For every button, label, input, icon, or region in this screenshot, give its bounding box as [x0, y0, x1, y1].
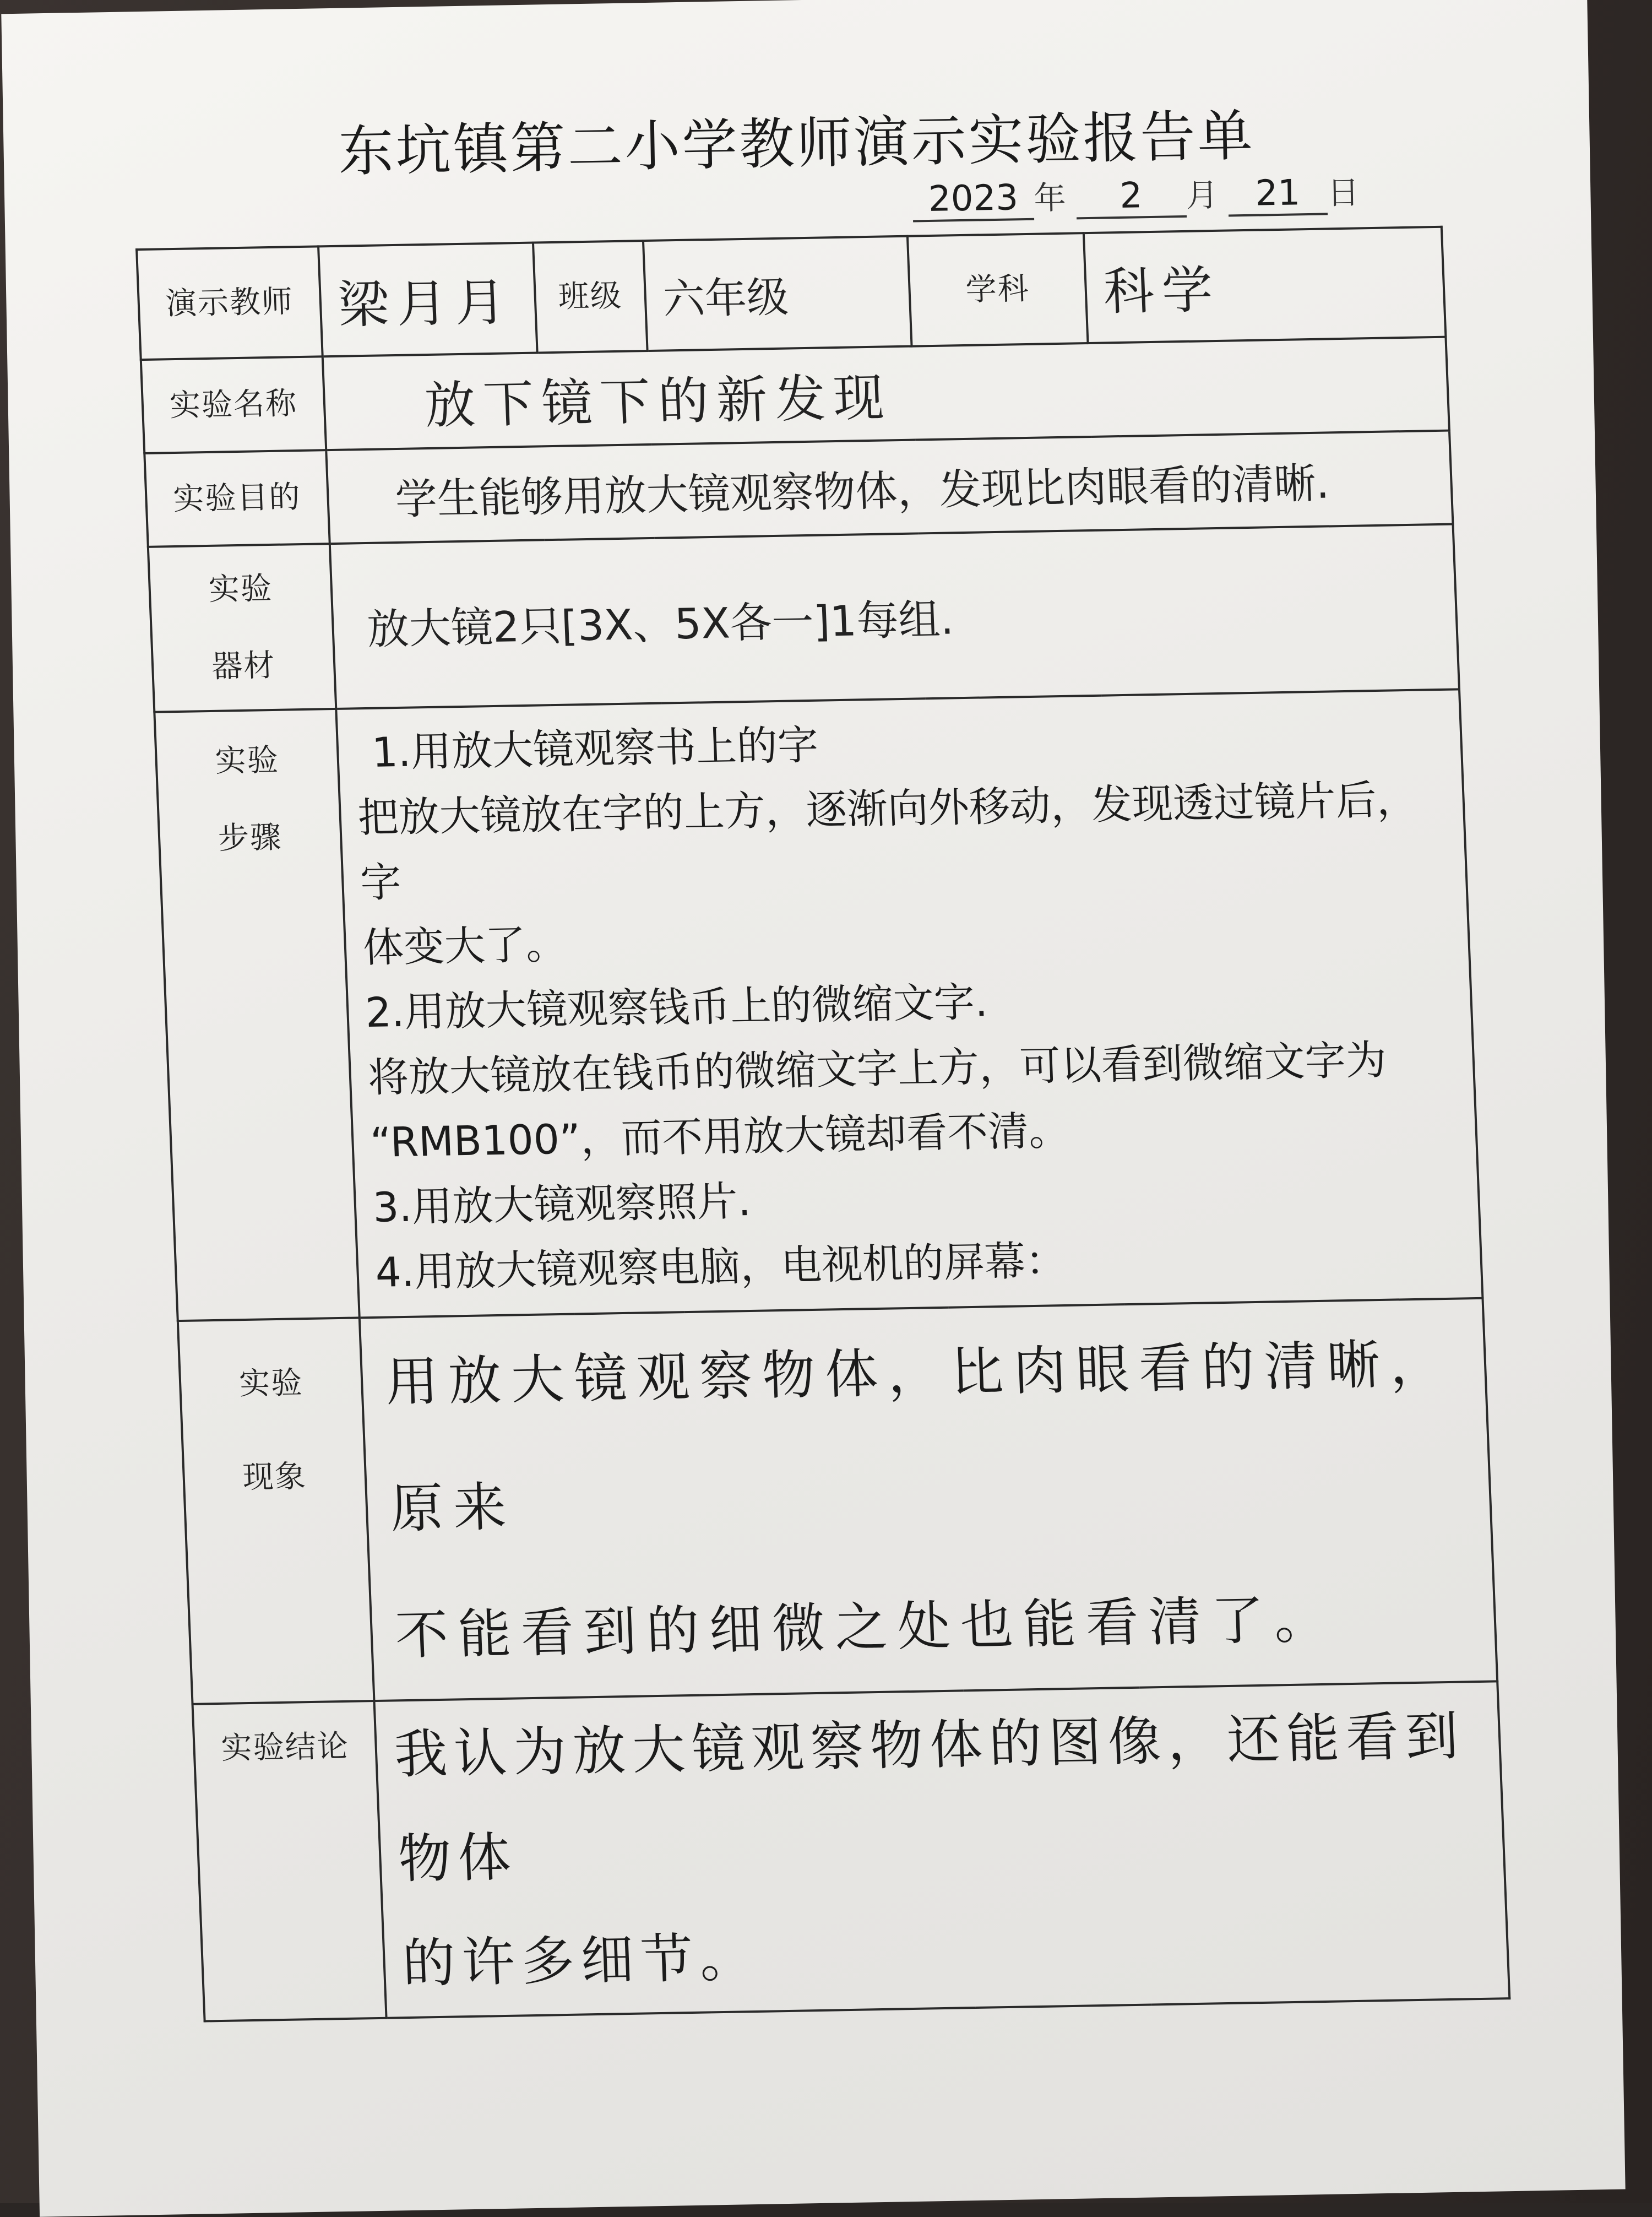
subject-label: 学科 [907, 233, 1088, 346]
class-label: 班级 [533, 241, 648, 353]
conclusion-row [193, 1681, 1510, 2021]
phenomenon-value [360, 1298, 1497, 1701]
materials-label-line1: 实验 [208, 570, 274, 608]
report-sheet [1, 0, 1625, 2217]
steps-label-line2: 步骤 [217, 819, 283, 857]
step-line: 将放大镜放在钱币的微缩文字上方，可以看到微缩文字为 [367, 1036, 1388, 1102]
materials-value: 放大镜2只[3X、5X各一]1每组. [330, 524, 1459, 709]
purpose-label: 实验目的 [144, 450, 329, 547]
materials-label-line2: 器材 [210, 647, 276, 685]
teacher-value: 梁月月 [318, 243, 537, 357]
steps-label-line1: 实验 [214, 742, 280, 779]
experiment-name-label: 实验名称 [141, 356, 326, 453]
materials-row [148, 524, 1459, 712]
step-line: 4.用放大镜观察电脑，电视机的屏幕： [374, 1237, 1067, 1297]
conclusion-value [374, 1681, 1509, 2018]
step-line: 2.用放大镜观察钱币上的微缩文字. [364, 978, 989, 1037]
step-line: “RMB100”，而不用放大镜却看不清。 [369, 1107, 1070, 1167]
date-line [912, 166, 1360, 222]
teacher-label: 演示教师 [137, 246, 323, 360]
phenomenon-line: 用放大镜观察物体，比肉眼看的清晰，原来 [384, 1332, 1454, 1540]
step-line: 1.用放大镜观察书上的字 [371, 721, 819, 777]
conclusion-line: 我认为放大镜观察物体的图像，还能看到物体 [393, 1705, 1466, 1890]
step-line: 把放大镜放在字的上方，逐渐向外移动，发现透过镜片后，字 [357, 776, 1419, 907]
steps-row [154, 689, 1482, 1321]
experiment-name-value: 放下镜下的新发现 [323, 337, 1449, 451]
header-row [137, 227, 1446, 360]
step-line: 3.用放大镜观察照片. [372, 1177, 752, 1232]
date-day-label: 日 [1327, 174, 1360, 212]
purpose-value: 学生能够用放大镜观察物体，发现比肉眼看的清晰. [326, 431, 1453, 544]
steps-label [154, 709, 359, 1321]
date-day: 21 [1228, 172, 1328, 216]
conclusion-line: 的许多细节。 [401, 1926, 760, 1995]
date-month: 2 [1075, 175, 1186, 219]
conclusion-label: 实验结论 [193, 1701, 387, 2021]
phenomenon-line: 不能看到的细微之处也能看清了。 [394, 1588, 1338, 1667]
phenomenon-label-line2: 现象 [242, 1459, 308, 1496]
report-table [135, 226, 1510, 2023]
phenomenon-row [178, 1298, 1497, 1704]
subject-value: 科学 [1084, 227, 1446, 343]
date-month-label: 月 [1186, 176, 1219, 214]
materials-label [148, 544, 336, 712]
step-line: 体变大了。 [362, 920, 568, 972]
date-year: 2023 [912, 177, 1034, 223]
class-value: 六年级 [643, 236, 912, 351]
date-year-label: 年 [1033, 178, 1067, 217]
phenomenon-label [178, 1318, 374, 1704]
steps-value [336, 689, 1482, 1318]
document-title: 东坑镇第二小学教师演示实验报告单 [338, 103, 1256, 184]
phenomenon-label-line1: 实验 [238, 1365, 304, 1402]
